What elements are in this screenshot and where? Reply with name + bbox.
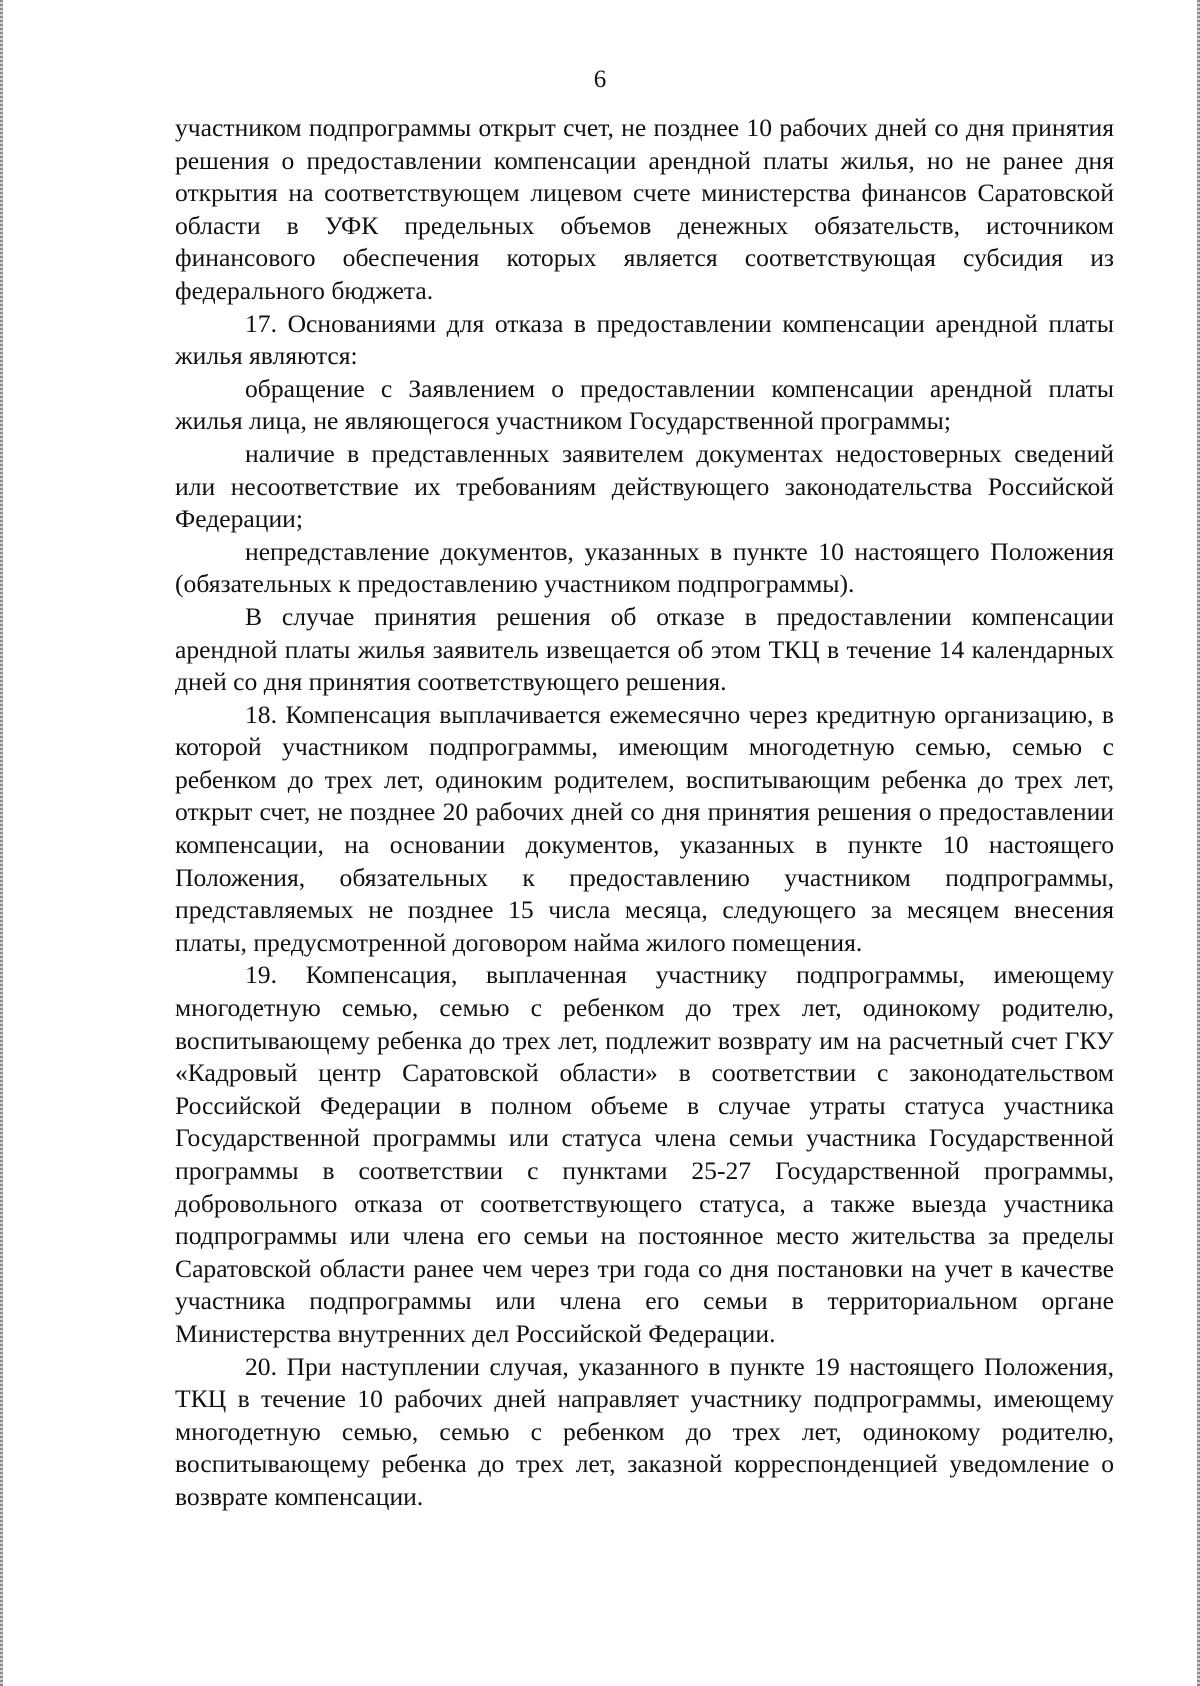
document-body bbox=[175, 112, 1114, 1514]
paragraph-17-item-3: непредставление документов, указанных в пункте 10 настоящего Положения (обязательных к предоставлению участником подпрограммы). bbox=[175, 536, 1114, 599]
paragraph-20: 20. При наступлении случая, указанного в пункте 19 настоящего Положения, ТКЦ в течение 10 рабочих дней направляет участнику подпрограммы, имеющему многодетную семью, семью с ребенком до трех лет, одинокому родителю, воспитывающему ребенка до трех лет, заказной корреспонденцией уведомление о возврате компенсации. bbox=[175, 1351, 1114, 1511]
paragraph-18: 18. Компенсация выплачивается ежемесячно через кредитную организацию, в которой участником подпрограммы, имеющим многодетную семью, семью с ребенком до трех лет, одиноким родителем, воспитывающим ребенка до трех лет, открыт счет, не позднее 20 рабочих дней со дня принятия решения о предоставлении компенсации, на основании документов, указанных в пункте 10 настоящего Положения, обязательных к предоставлению участником подпрограммы, представляемых не позднее 15 числа месяца, следующего за месяцем внесения платы, предусмотренной договором найма жилого помещения. bbox=[175, 699, 1114, 957]
paragraph-17: 17. Основаниями для отказа в предоставлении компенсации арендной платы жилья являются: bbox=[175, 308, 1114, 371]
paragraph-19: 19. Компенсация, выплаченная участнику подпрограммы, имеющему многодетную семью, семью с ребенком до трех лет, одинокому родителю, воспитывающему ребенка до трех лет, подлежит возврату им на расчетный счет ГКУ «Кадровый центр Саратовской области» в соответствии с законодательством Российской Федерации в полном объеме в случае утраты статуса участника Государственной программы или статуса члена семьи участника Государственной программы в соответствии с пунктами 25-27 Государственной программы, добровольного отказа от соответствующего статуса, а также выезда участника подпрограммы или члена его семьи на постоянное место жительства за пределы Саратовской области ранее чем через три года со дня постановки на учет в качестве участника подпрограммы или члена его семьи в территориальном органе Министерства внутренних дел Российской Федерации. bbox=[175, 960, 1114, 1348]
scan-edge-left bbox=[0, 0, 3, 1686]
paragraph-continuation: участником подпрограммы открыт счет, не позднее 10 рабочих дней со дня принятия решения о предоставлении компенсации арендной платы жилья, но не ранее дня открытия на соответствующем лицевом счете министерства финансов Саратовской области в УФК предельных объемов денежных обязательств, источником финансового обеспечения которых является соответствующая субсидия из федерального бюджета. bbox=[175, 113, 1114, 305]
paragraph-17-item-2: наличие в представленных заявителем документах недостоверных сведений или несоответствие их требованиям действующего законодательства Российской Федерации; bbox=[175, 438, 1114, 534]
paragraph-17-item-1: обращение с Заявлением о предоставлении компенсации арендной платы жилья лица, не являющегося участником Государственной программы; bbox=[175, 373, 1114, 436]
page-number: 6 bbox=[593, 66, 607, 93]
paragraph-17-notice: В случае принятия решения об отказе в предоставлении компенсации арендной платы жилья заявитель извещается об этом ТКЦ в течение 14 календарных дней со дня принятия соответствующего решения. bbox=[175, 601, 1114, 697]
